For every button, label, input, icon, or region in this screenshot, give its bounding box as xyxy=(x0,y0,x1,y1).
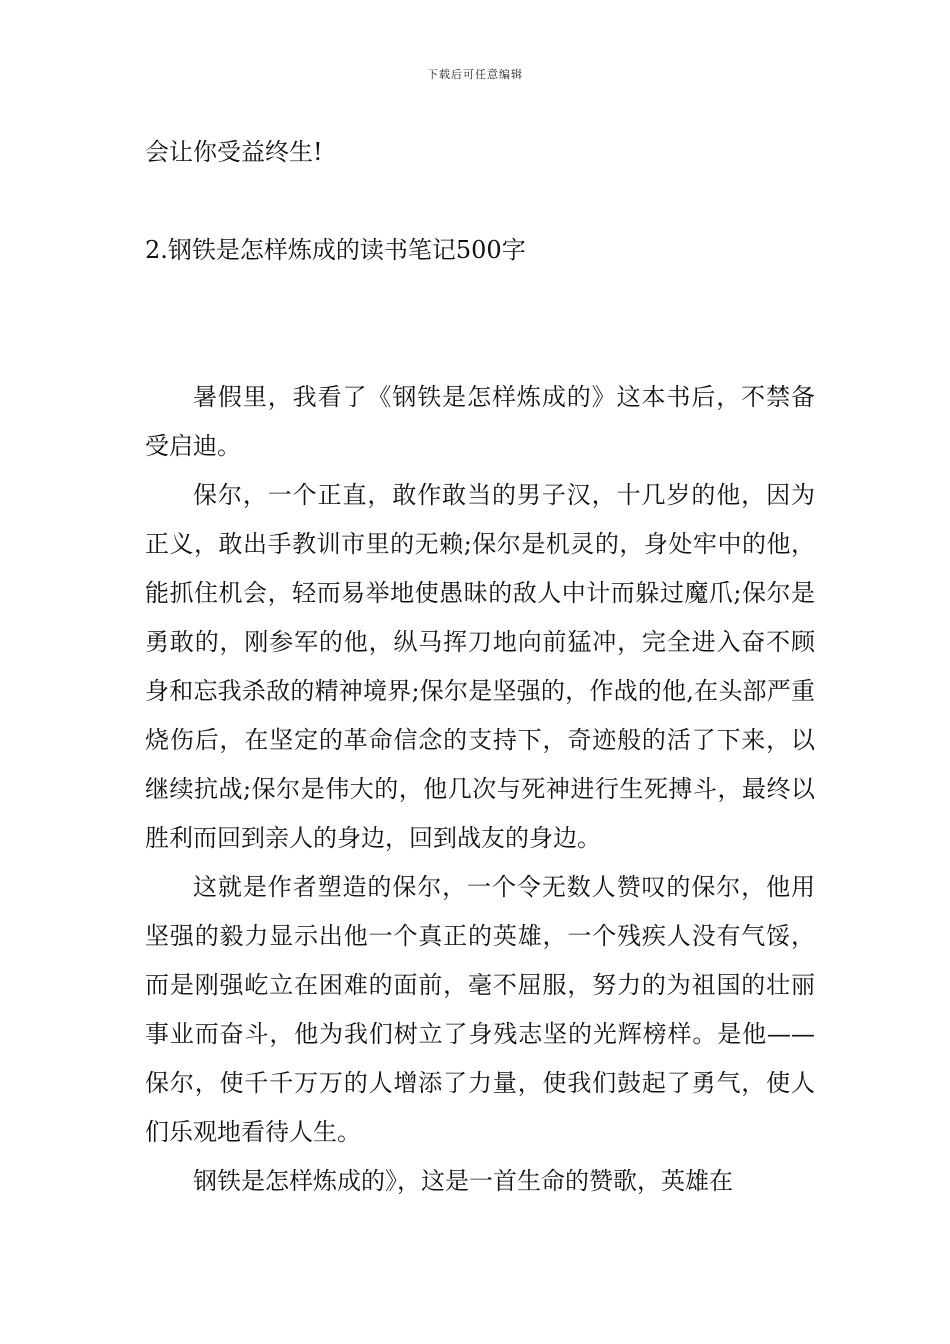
paragraph-4: 钢铁是怎样炼成的》，这是一首生命的赞歌，英雄在 xyxy=(193,1167,733,1195)
document-body xyxy=(145,128,815,1206)
continuation-line: 会让你受益终生! xyxy=(145,138,323,166)
blank-line xyxy=(145,324,815,373)
page-header: 下载后可任意编辑 xyxy=(427,68,523,81)
paragraph-1: 暑假里，我看了《钢铁是怎样炼成的》这本书后，不禁备受启迪。 xyxy=(145,383,815,460)
section-heading: 2.钢铁是怎样炼成的读书笔记500字 xyxy=(145,236,526,264)
paragraph-2: 保尔，一个正直，敢作敢当的男子汉，十几岁的他，因为正义，敢出手教训市里的无赖;保尔是机灵的，身处牢中的他，能抓住机会，轻而易举地使愚昧的敌人中计而躲过魔爪;保尔是勇敢的，刚参军的他，纵马挥刀地向前猛冲，完全进入奋不顾身和忘我杀敌的精神境界;保尔是坚强的，作战的他,在头部严重烧伤后，在坚定的革命信念的支持下，奇迹般的活了下来，以继续抗战;保尔是伟大的，他几次与死神进行生死搏斗，最终以胜利而回到亲人的身边，回到战友的身边。 xyxy=(145,481,815,852)
paragraph-3: 这就是作者塑造的保尔，一个令无数人赞叹的保尔，他用坚强的毅力显示出他一个真正的英雄，一个残疾人没有气馁，而是刚强屹立在困难的面前，毫不屈服，努力的为祖国的壮丽事业而奋斗，他为我们树立了身残志坚的光辉榜样。是他——保尔，使千千万万的人增添了力量，使我们鼓起了勇气，使人们乐观地看待人生。 xyxy=(145,873,815,1146)
